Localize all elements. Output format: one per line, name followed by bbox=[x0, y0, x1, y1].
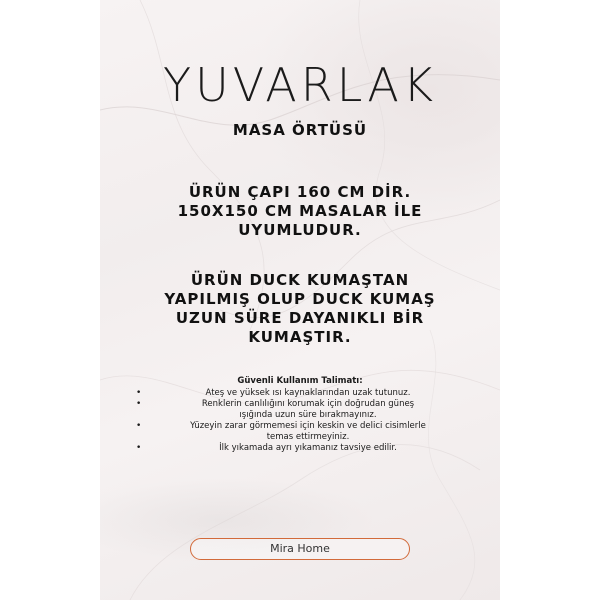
product-subtitle: MASA ÖRTÜSÜ bbox=[232, 121, 368, 139]
list-item-text: ışığında uzun süre bırakmayınız. bbox=[239, 410, 377, 420]
fabric-info-line: UZUN SÜRE DAYANIKLI BİR bbox=[175, 309, 425, 327]
fabric-info bbox=[140, 271, 460, 347]
list-item bbox=[130, 388, 470, 399]
size-info-line: ÜRÜN ÇAPI 160 CM DİR. bbox=[188, 183, 412, 201]
bullet-icon: • bbox=[136, 443, 142, 453]
list-item bbox=[130, 443, 470, 454]
brand-badge: Mira Home bbox=[190, 538, 410, 560]
bullet-icon: • bbox=[136, 399, 142, 409]
list-item-text: İlk yıkamada ayrı yıkamanız tavsiye edilir. bbox=[219, 443, 397, 453]
safety-list bbox=[130, 388, 470, 454]
list-item-text: Ateş ve yüksek ısı kaynaklarından uzak tutunuz. bbox=[205, 388, 411, 398]
size-info-line: 150X150 CM MASALAR İLE bbox=[177, 202, 423, 220]
safety-instructions bbox=[130, 376, 470, 454]
size-info-line: UYUMLUDUR. bbox=[238, 221, 362, 239]
fabric-info-line: KUMAŞTIR. bbox=[248, 328, 352, 346]
fabric-info-line: ÜRÜN DUCK KUMAŞTAN bbox=[190, 271, 410, 289]
list-item bbox=[130, 421, 470, 443]
list-item-text: temas ettirmeyiniz. bbox=[266, 432, 350, 442]
list-item-text: Yüzeyin zarar görmemesi için keskin ve delici cisimlerle bbox=[190, 421, 426, 431]
list-item-text: Renklerin canlılığını korumak için doğrudan güneş bbox=[201, 399, 415, 409]
safety-title: Güvenli Kullanım Talimatı: bbox=[237, 376, 363, 386]
size-info bbox=[140, 183, 460, 240]
bullet-icon: • bbox=[136, 388, 142, 398]
bullet-icon: • bbox=[136, 421, 142, 431]
list-item bbox=[130, 399, 470, 421]
product-title: YUVARLAK bbox=[162, 58, 438, 112]
fabric-info-line: YAPILMIŞ OLUP DUCK KUMAŞ bbox=[164, 290, 436, 308]
product-card bbox=[100, 0, 500, 600]
